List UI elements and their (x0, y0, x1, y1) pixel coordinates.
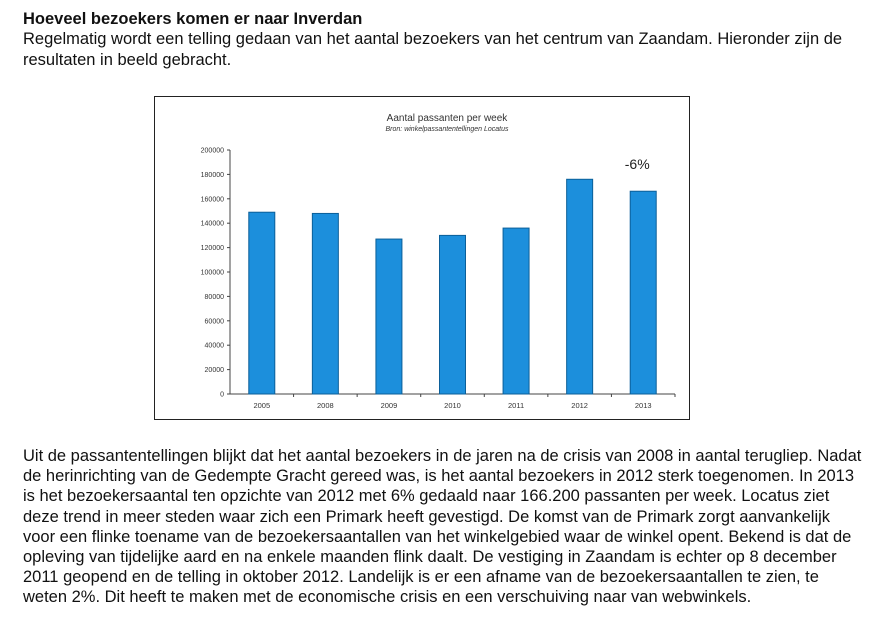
chart-annotation: -6% (624, 156, 650, 173)
y-tick-label: 160000 (200, 196, 224, 204)
x-tick-label: 2011 (508, 401, 525, 410)
bar-2005 (249, 212, 275, 394)
chart-frame (154, 96, 690, 420)
body-paragraph: Uit de passantentellingen blijkt dat het aantal bezoekers in de jaren na de crisis van 2008 in aantal terugliep. Nadat de herinrichting van de Gedempte Gracht gereed was, is het aantal bezoekers in 2012 sterk toegenomen. In 2013 is het bezoekersaantal ten opzichte van 2012 met 6% gedaald naar 166.200 passanten per week. Locatus ziet deze trend in meer steden waar zich een Primark heeft gevestigd. De komst van de Primark zorgt aanvankelijk voor een flinke toename van de bezoekersaantallen van het winkelgebied waar de winkel opent. Bekend is dat de opleving van tijdelijke aard en na enkele maanden flink daalt. De vestiging in Zaandam is echter op 8 december 2011 geopend en de telling in oktober 2012. Landelijk is er een afname van de bezoekersaantallen te zien, te weten 2%. Dit heeft te maken met de economische crisis en een verschuiving naar van webwinkels. (23, 447, 862, 607)
y-tick-label: 40000 (204, 342, 224, 350)
y-tick-label: 20000 (204, 367, 224, 375)
bar-chart (155, 97, 689, 419)
y-tick-label: 200000 (200, 147, 224, 155)
x-tick-label: 2008 (317, 401, 334, 410)
chart-title: Aantal passanten per week (386, 113, 508, 124)
bar-2012 (567, 179, 593, 394)
x-tick-label: 2005 (253, 401, 271, 410)
bar-2008 (312, 213, 338, 394)
bar-2013 (630, 191, 656, 394)
intro-paragraph: Regelmatig wordt een telling gedaan van het aantal bezoekers van het centrum van Zaandam. Hieronder zijn de resultaten in beeld gebracht. (23, 30, 843, 69)
bar-2010 (440, 235, 466, 394)
y-tick-label: 100000 (200, 269, 224, 277)
x-tick-label: 2012 (571, 401, 588, 410)
y-tick-label: 180000 (200, 171, 224, 179)
y-tick-label: 140000 (200, 220, 224, 228)
page-heading: Hoeveel bezoekers komen er naar Inverdan (23, 10, 363, 28)
y-tick-label: 80000 (204, 293, 224, 301)
y-tick-label: 0 (220, 391, 224, 399)
x-tick-label: 2013 (634, 401, 652, 410)
y-tick-label: 60000 (204, 318, 224, 326)
bar-2011 (503, 228, 529, 394)
chart-subtitle: Bron: winkelpassantentellingen Locatus (385, 126, 509, 133)
x-tick-label: 2010 (444, 401, 461, 410)
bar-2009 (376, 239, 402, 394)
x-tick-label: 2009 (380, 401, 398, 410)
y-tick-label: 120000 (200, 245, 224, 253)
